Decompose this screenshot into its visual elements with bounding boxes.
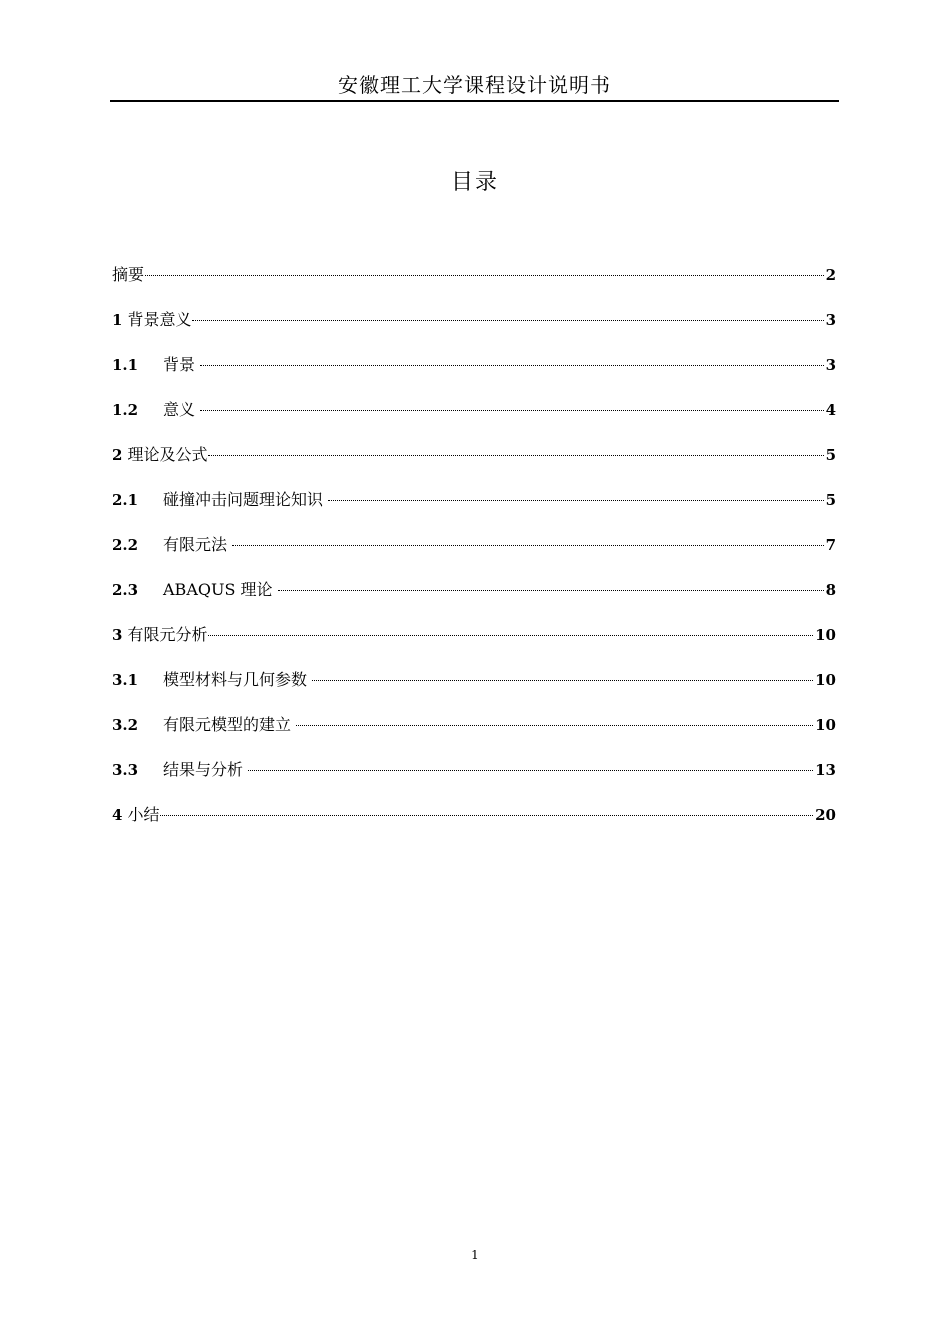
toc-entry-text: 小结 <box>127 805 160 824</box>
toc-leader-dots <box>248 770 813 771</box>
toc-entry-page: 8 <box>825 581 836 599</box>
toc-entry-page: 10 <box>815 671 836 689</box>
toc-entry-number: 4 <box>112 806 123 824</box>
toc-entry-number: 3 <box>112 626 123 644</box>
toc-entry-number: 2 <box>112 446 123 464</box>
toc-entry-page: 5 <box>825 491 836 509</box>
header-rule <box>110 100 839 102</box>
toc-entry-page: 13 <box>815 761 836 779</box>
toc-entry-page: 3 <box>825 356 836 374</box>
toc-entry-1[interactable] <box>112 307 836 352</box>
toc-entry-text: 摘要 <box>112 265 145 284</box>
toc-entry-number: 3.3 <box>112 761 139 779</box>
toc-leader-dots <box>200 410 824 411</box>
toc-entry-page: 7 <box>825 536 836 554</box>
toc-leader-dots <box>232 545 824 546</box>
toc-entry-text: 背景意义 <box>127 310 192 329</box>
toc-entry-text: 有限元模型的建立 <box>163 715 292 734</box>
toc-entry-number: 3.2 <box>112 716 139 734</box>
toc-leader-dots <box>208 635 813 636</box>
toc-title: 目录 <box>450 170 499 195</box>
toc-entry-text: 结果与分析 <box>163 760 244 779</box>
toc-entry-number: 2.1 <box>112 491 139 509</box>
toc-entry-1-2[interactable] <box>112 397 836 442</box>
toc-entry-3-2[interactable] <box>112 712 836 757</box>
table-of-contents <box>112 262 836 847</box>
toc-entry-2-3[interactable] <box>112 577 836 622</box>
toc-entry-text: 背景 <box>163 355 196 374</box>
toc-entry-text: 意义 <box>163 400 196 419</box>
toc-leader-dots <box>328 500 824 501</box>
toc-entry-text: 理论及公式 <box>127 445 208 464</box>
toc-entry-number: 3.1 <box>112 671 139 689</box>
toc-entry-text: ABAQUS 理论 <box>163 580 273 599</box>
toc-entry-number: 2.2 <box>112 536 139 554</box>
toc-leader-dots <box>278 590 824 591</box>
document-header-title: 安徽理工大学课程设计说明书 <box>338 73 611 97</box>
toc-entry-3-3[interactable] <box>112 757 836 802</box>
toc-entry-page: 10 <box>815 626 836 644</box>
toc-entry-text: 有限元法 <box>163 535 228 554</box>
toc-leader-dots <box>192 320 823 321</box>
toc-entry-text: 碰撞冲击问题理论知识 <box>163 490 324 509</box>
toc-leader-dots <box>208 455 823 456</box>
toc-leader-dots <box>145 275 824 276</box>
toc-entry-1-1[interactable] <box>112 352 836 397</box>
toc-entry-2-2[interactable] <box>112 532 836 577</box>
toc-entry-text: 有限元分析 <box>127 625 208 644</box>
toc-entry-2-1[interactable] <box>112 487 836 532</box>
toc-entry-number: 1.1 <box>112 356 139 374</box>
toc-entry-number: 2.3 <box>112 581 139 599</box>
toc-leader-dots <box>200 365 824 366</box>
toc-entry-number: 1 <box>112 311 123 329</box>
toc-entry-4[interactable] <box>112 802 836 847</box>
toc-entry-page: 4 <box>825 401 836 419</box>
toc-entry-number: 1.2 <box>112 401 139 419</box>
toc-entry-abstract[interactable] <box>112 262 836 307</box>
toc-entry-2[interactable] <box>112 442 836 487</box>
toc-entry-3[interactable] <box>112 622 836 667</box>
toc-leader-dots <box>296 725 813 726</box>
toc-leader-dots <box>160 815 813 816</box>
toc-leader-dots <box>312 680 813 681</box>
toc-entry-page: 3 <box>825 311 836 329</box>
toc-entry-3-1[interactable] <box>112 667 836 712</box>
toc-entry-page: 2 <box>825 266 836 284</box>
toc-entry-text: 模型材料与几何参数 <box>163 670 308 689</box>
toc-entry-page: 10 <box>815 716 836 734</box>
page-number: 1 <box>471 1248 479 1262</box>
toc-entry-page: 5 <box>825 446 836 464</box>
toc-entry-page: 20 <box>815 806 836 824</box>
